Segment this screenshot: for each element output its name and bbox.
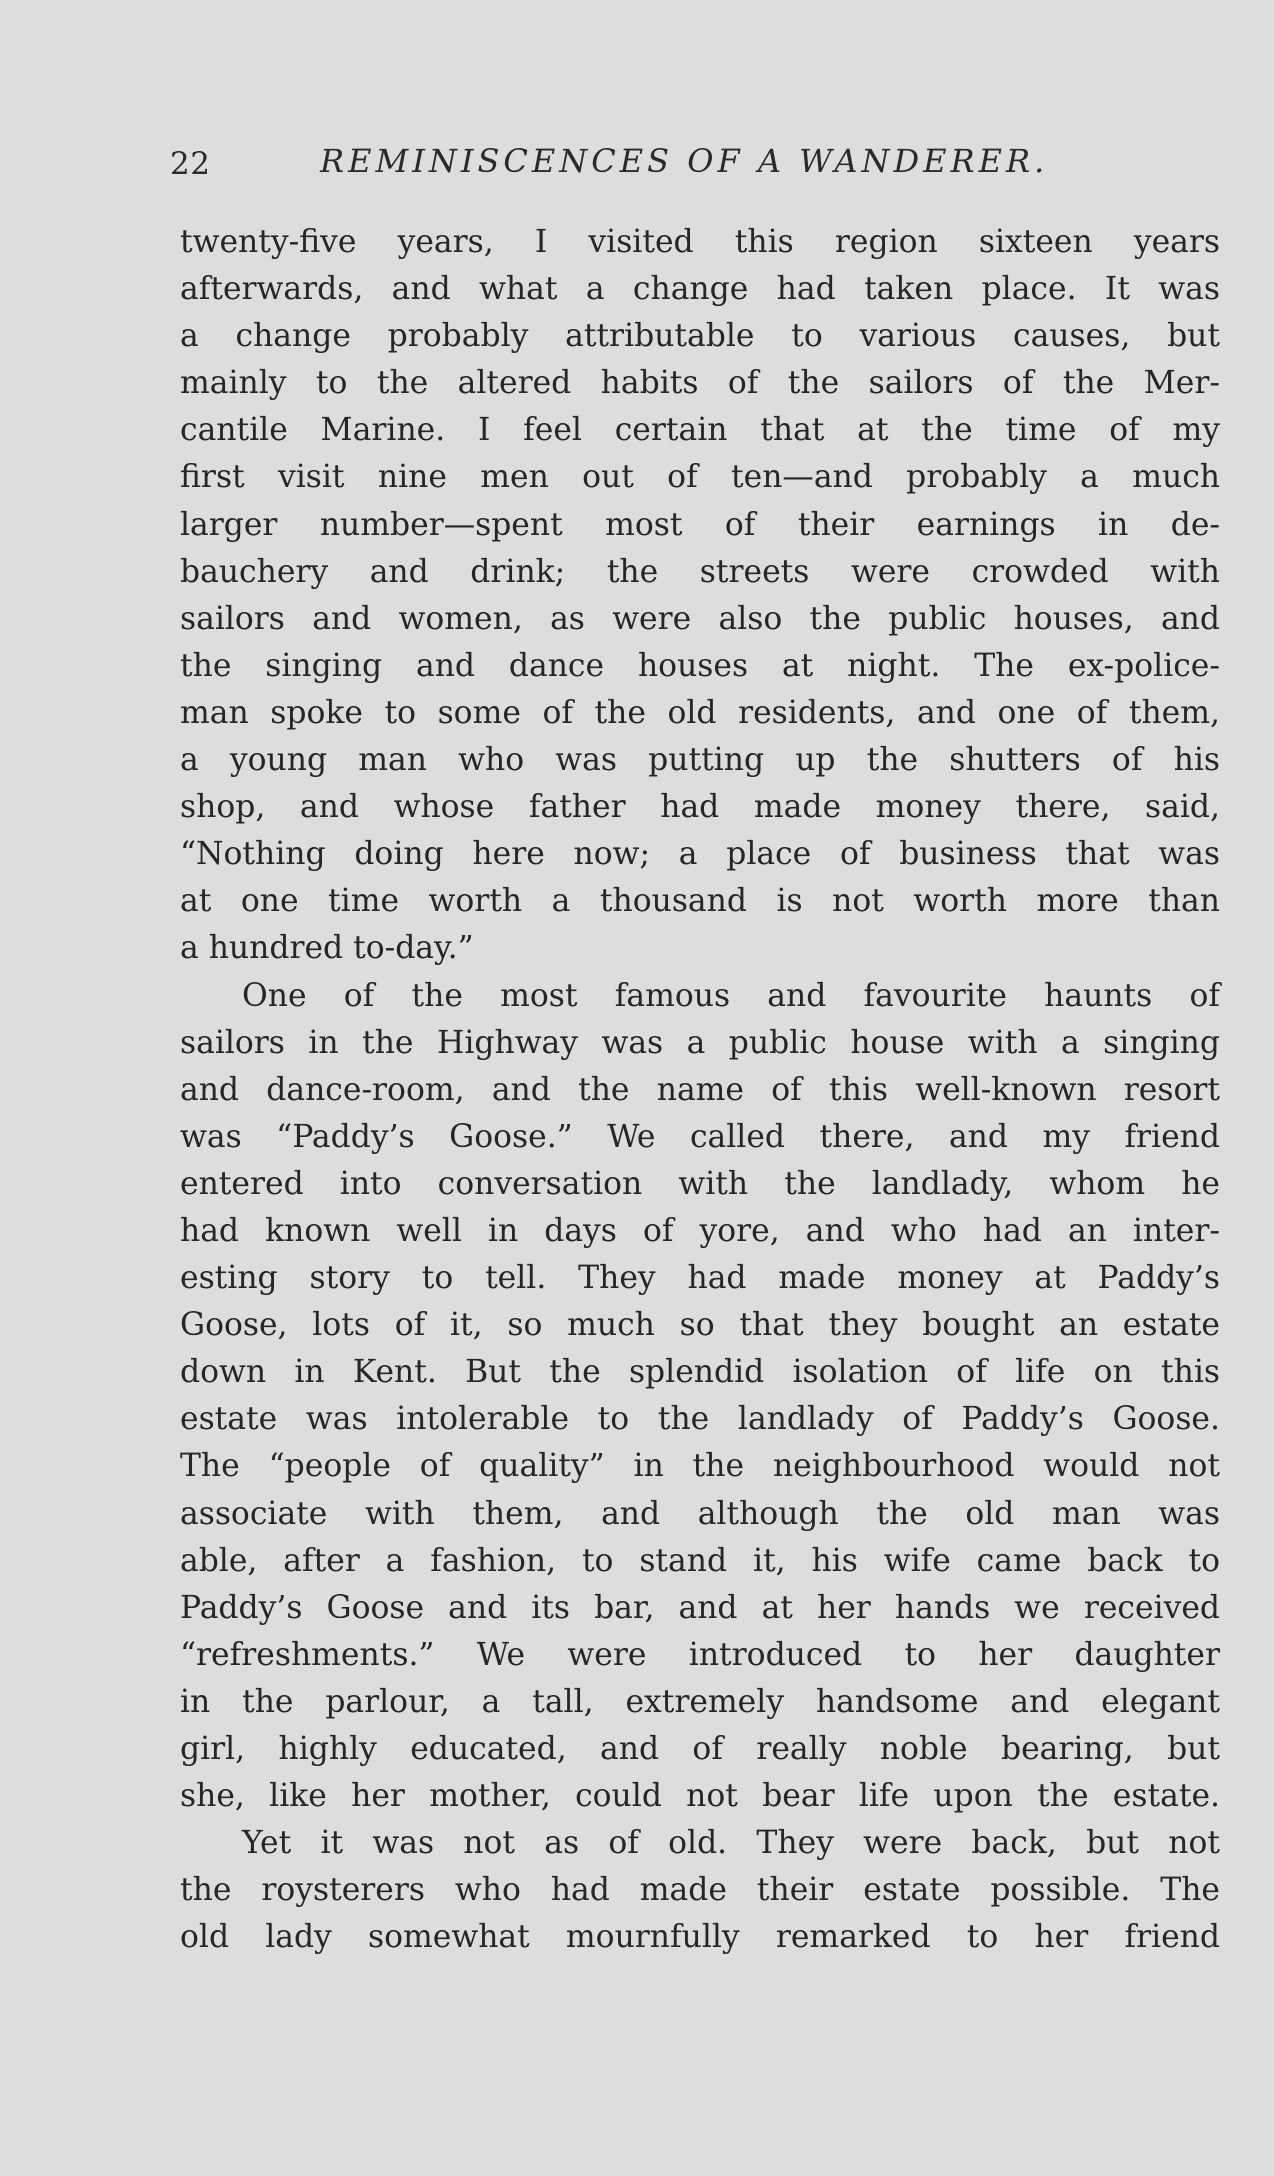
running-title: REMINISCENCES OF A WANDERER. bbox=[320, 142, 1049, 180]
text-line: estate was intolerable to the landlady of Paddy’s Goose. bbox=[180, 1401, 1220, 1438]
text-line: sailors in the Highway was a public house with a singing bbox=[180, 1024, 1220, 1061]
text-line: One of the most famous and favourite haunts of bbox=[242, 977, 1220, 1014]
page-number: 22 bbox=[170, 146, 211, 182]
text-line: able, after a fashion, to stand it, his wife came back to bbox=[180, 1542, 1220, 1579]
text-line: Goose, lots of it, so much so that they bought an estate bbox=[180, 1307, 1220, 1344]
text-line: the singing and dance houses at night. The ex-police- bbox=[180, 647, 1220, 684]
text-line: had known well in days of yore, and who had an inter- bbox=[180, 1212, 1220, 1249]
text-line: in the parlour, a tall, extremely handsome and elegant bbox=[180, 1683, 1220, 1720]
text-line: at one time worth a thousand is not worth more than bbox=[180, 883, 1220, 920]
text-line: she, like her mother, could not bear life upon the estate. bbox=[180, 1778, 1220, 1815]
text-line: a hundred to-day.” bbox=[180, 930, 474, 967]
text-line: bauchery and drink; the streets were crowded with bbox=[180, 553, 1220, 590]
text-line: associate with them, and although the old man was bbox=[180, 1495, 1220, 1532]
text-line: and dance-room, and the name of this well-known resort bbox=[180, 1071, 1220, 1108]
text-line: esting story to tell. They had made money at Paddy’s bbox=[180, 1260, 1220, 1297]
text-line: mainly to the altered habits of the sailors of the Mer- bbox=[180, 365, 1220, 402]
text-line: afterwards, and what a change had taken place. It was bbox=[180, 271, 1220, 308]
text-line: old lady somewhat mournfully remarked to her friend bbox=[180, 1919, 1220, 1956]
text-line: larger number—spent most of their earnings in de- bbox=[180, 506, 1220, 543]
text-line: The “people of quality” in the neighbourhood would not bbox=[180, 1448, 1220, 1485]
text-line: cantile Marine. I feel certain that at the time of my bbox=[180, 412, 1220, 449]
text-line: a young man who was putting up the shutters of his bbox=[180, 742, 1220, 779]
text-line: entered into conversation with the landlady, whom he bbox=[180, 1165, 1220, 1202]
text-line: shop, and whose father had made money there, said, bbox=[180, 789, 1220, 826]
text-line: sailors and women, as were also the public houses, and bbox=[180, 600, 1220, 637]
text-line: first visit nine men out of ten—and probably a much bbox=[180, 459, 1220, 496]
text-line: was “Paddy’s Goose.” We called there, and my friend bbox=[180, 1118, 1220, 1155]
text-line: twenty-five years, I visited this region sixteen years bbox=[180, 224, 1220, 260]
page-header bbox=[170, 142, 1220, 186]
text-line: “refreshments.” We were introduced to her daughter bbox=[180, 1636, 1220, 1673]
text-line: “Nothing doing here now; a place of business that was bbox=[180, 836, 1220, 873]
text-line: Yet it was not as of old. They were back, but not bbox=[242, 1825, 1220, 1862]
text-line: girl, highly educated, and of really noble bearing, but bbox=[180, 1731, 1220, 1767]
text-line: a change probably attributable to various causes, but bbox=[180, 318, 1220, 355]
text-line: the roysterers who had made their estate possible. The bbox=[180, 1872, 1220, 1909]
text-line: man spoke to some of the old residents, and one of them, bbox=[180, 694, 1220, 731]
text-line: Paddy’s Goose and its bar, and at her hands we received bbox=[180, 1589, 1220, 1626]
text-line: down in Kent. But the splendid isolation of life on this bbox=[180, 1354, 1220, 1391]
body-text bbox=[180, 219, 1220, 1961]
